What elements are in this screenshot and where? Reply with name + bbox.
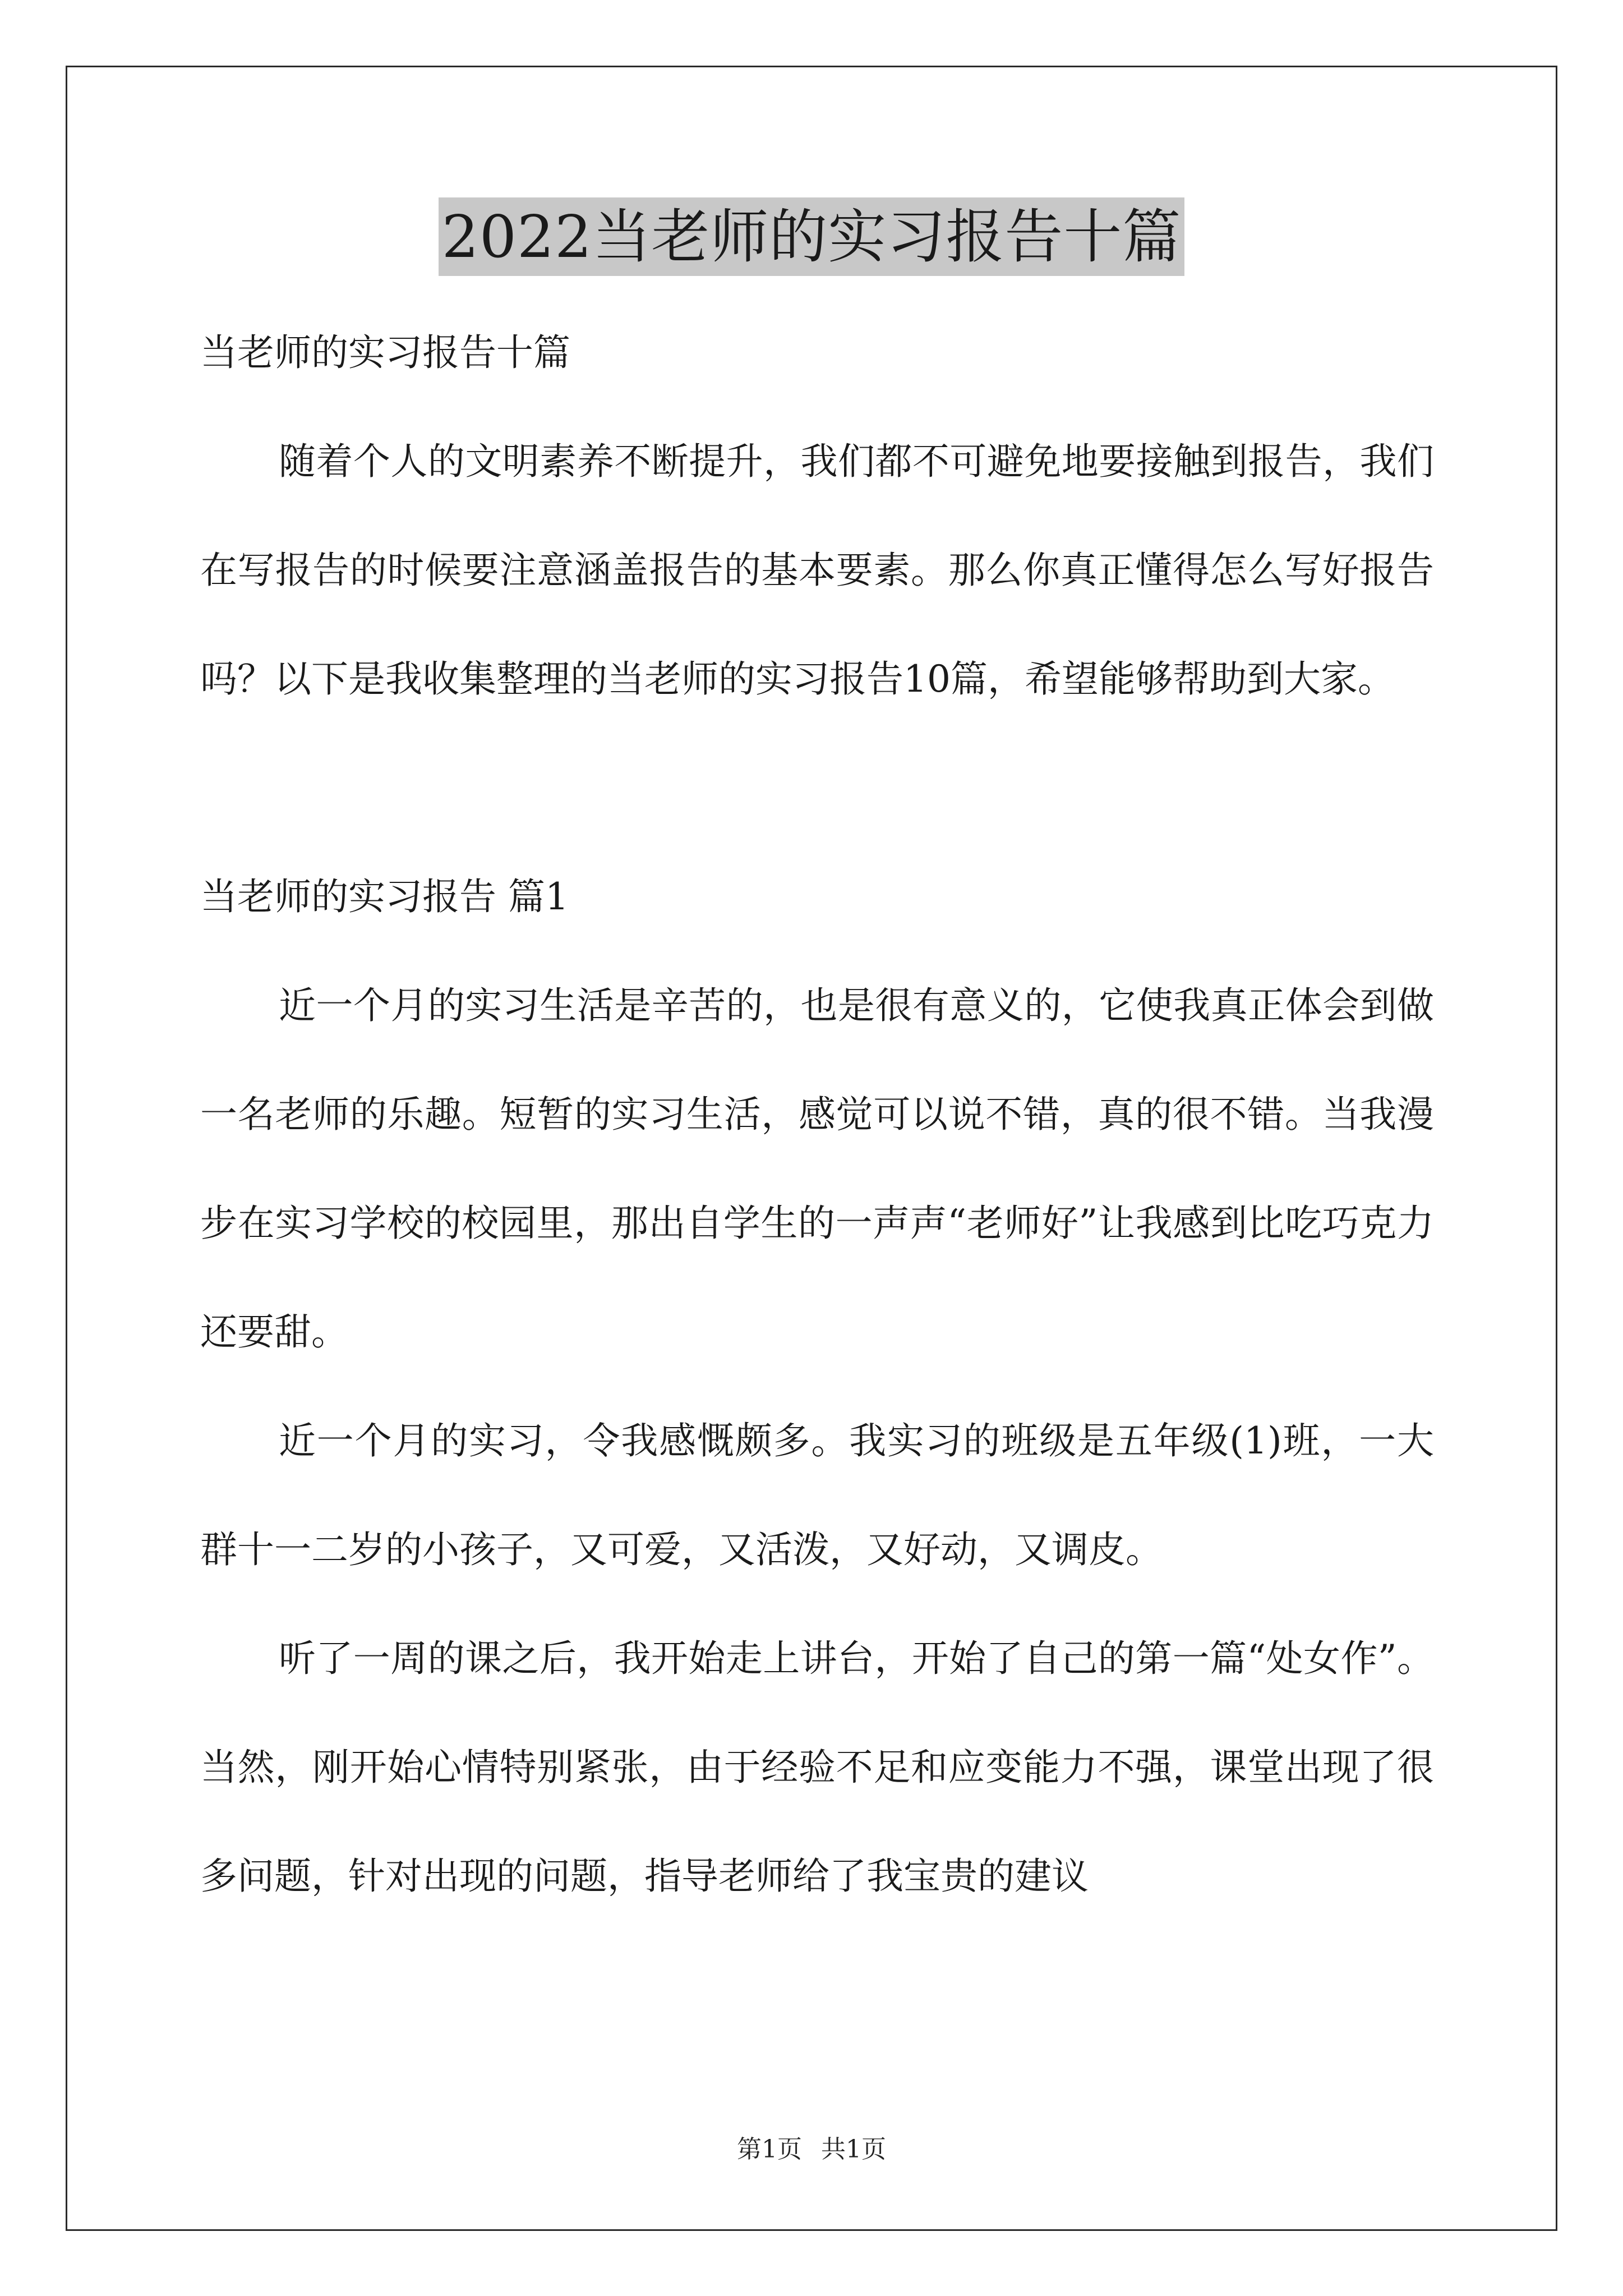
page-number: 第1页 (737, 2135, 802, 2164)
document-body (200, 298, 1434, 1931)
section-heading: 当老师的实习报告十篇 (200, 331, 570, 374)
page-footer (0, 2129, 1623, 2165)
body-paragraph: 听了一周的课之后，我开始走上讲台，开始了自己的第一篇“处女作”。当然，刚开始心情特别紧张，由于经验不足和应变能力不强，课堂出现了很多问题，针对出现的问题，指导老师给了我宝贵的建议 (200, 1637, 1434, 1898)
body-paragraph: 近一个月的实习生活是辛苦的，也是很有意义的，它使我真正体会到做一名老师的乐趣。短暂的实习生活，感觉可以说不错，真的很不错。当我漫步在实习学校的校园里，那出自学生的一声声“老师好”让我感到比吃巧克力还要甜。 (200, 984, 1434, 1354)
intro-paragraph: 随着个人的文明素养不断提升，我们都不可避免地要接触到报告，我们在写报告的时候要注意涵盖报告的基本要素。那么你真正懂得怎么写好报告吗？以下是我收集整理的当老师的实习报告10篇，希望能够帮助到大家。 (200, 440, 1434, 701)
page-total: 共1页 (821, 2135, 886, 2164)
title-area (0, 197, 1623, 276)
body-paragraph: 近一个月的实习，令我感慨颇多。我实习的班级是五年级(1)班，一大群十一二岁的小孩子，又可爱，又活泼，又好动，又调皮。 (200, 1419, 1434, 1571)
chapter-heading: 当老师的实习报告 篇1 (200, 875, 569, 918)
spacer (200, 734, 1434, 843)
document-title: 2022当老师的实习报告十篇 (439, 197, 1185, 276)
